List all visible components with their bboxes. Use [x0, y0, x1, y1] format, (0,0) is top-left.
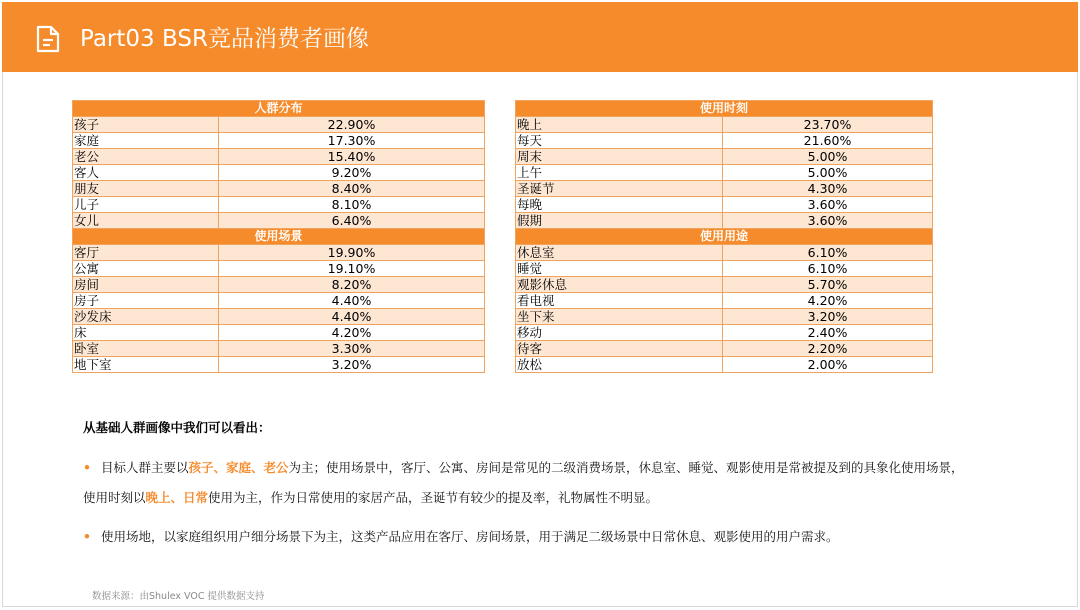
- section-header-row: [73, 101, 485, 117]
- table-row: [516, 149, 933, 165]
- table-row: [516, 357, 933, 373]
- table-row: [73, 309, 485, 325]
- row-value: 5.00%: [723, 165, 933, 181]
- row-value: 22.90%: [219, 117, 485, 133]
- row-label: 房子: [73, 293, 219, 309]
- row-value: 6.40%: [219, 213, 485, 229]
- row-label: 老公: [73, 149, 219, 165]
- row-label: 儿子: [73, 197, 219, 213]
- row-value: 6.10%: [723, 245, 933, 261]
- table-row: [73, 293, 485, 309]
- row-label: 孩子: [73, 117, 219, 133]
- row-label: 晚上: [516, 117, 723, 133]
- table-row: [516, 245, 933, 261]
- table-row: [73, 261, 485, 277]
- table-row: [73, 149, 485, 165]
- row-value: 4.30%: [723, 181, 933, 197]
- row-label: 坐下来: [516, 309, 723, 325]
- p1-pre: 目标人群主要以: [101, 460, 189, 475]
- p2-text: 使用场地，以家庭组织用户细分场景下为主，这类产品应用在客厅、房间场景，用于满足二级场景中日常休息、观影使用的用户需求。: [101, 529, 839, 544]
- bullet-icon: •: [83, 460, 91, 475]
- row-label: 床: [73, 325, 219, 341]
- row-label: 卧室: [73, 341, 219, 357]
- table-row: [73, 213, 485, 229]
- row-value: 3.20%: [723, 309, 933, 325]
- row-label: 房间: [73, 277, 219, 293]
- table-row: [73, 277, 485, 293]
- section-title: 人群分布: [73, 101, 485, 117]
- row-label: 每天: [516, 133, 723, 149]
- section-title: 使用时刻: [516, 101, 933, 117]
- row-value: 2.00%: [723, 357, 933, 373]
- table-row: [516, 325, 933, 341]
- data-source-note: 数据来源：由Shulex VOC 提供数据支持: [92, 591, 265, 602]
- table-row: [73, 181, 485, 197]
- row-label: 家庭: [73, 133, 219, 149]
- row-label: 客厅: [73, 245, 219, 261]
- row-value: 21.60%: [723, 133, 933, 149]
- row-value: 2.20%: [723, 341, 933, 357]
- document-icon: [35, 25, 61, 53]
- row-label: 客人: [73, 165, 219, 181]
- row-label: 上午: [516, 165, 723, 181]
- section-header-row: [516, 229, 933, 245]
- row-value: 23.70%: [723, 117, 933, 133]
- table-row: [516, 117, 933, 133]
- row-value: 3.60%: [723, 197, 933, 213]
- summary-paragraph-1-line2: [83, 488, 658, 506]
- section-header-row: [516, 101, 933, 117]
- row-value: 8.20%: [219, 277, 485, 293]
- row-label: 放松: [516, 357, 723, 373]
- row-value: 2.40%: [723, 325, 933, 341]
- p1-highlight-audience: 孩子、家庭、老公: [188, 460, 289, 475]
- summary-paragraph-1: [83, 458, 964, 476]
- row-value: 4.20%: [723, 293, 933, 309]
- p1-line2-pre: 使用时刻以: [83, 490, 146, 505]
- row-value: 3.20%: [219, 357, 485, 373]
- row-label: 公寓: [73, 261, 219, 277]
- right-data-table: [515, 100, 933, 373]
- section-title: 使用用途: [516, 229, 933, 245]
- row-value: 15.40%: [219, 149, 485, 165]
- row-value: 19.90%: [219, 245, 485, 261]
- table-row: [73, 133, 485, 149]
- section-header-row: [73, 229, 485, 245]
- row-value: 3.30%: [219, 341, 485, 357]
- bullet-icon: •: [83, 529, 91, 544]
- row-value: 4.40%: [219, 309, 485, 325]
- row-label: 沙发床: [73, 309, 219, 325]
- section-title: 使用场景: [73, 229, 485, 245]
- table-row: [73, 341, 485, 357]
- table-row: [516, 341, 933, 357]
- row-label: 看电视: [516, 293, 723, 309]
- row-label: 地下室: [73, 357, 219, 373]
- row-label: 睡觉: [516, 261, 723, 277]
- table-row: [73, 197, 485, 213]
- table-row: [516, 165, 933, 181]
- table-row: [516, 213, 933, 229]
- row-value: 17.30%: [219, 133, 485, 149]
- row-label: 休息室: [516, 245, 723, 261]
- row-value: 8.10%: [219, 197, 485, 213]
- row-label: 女儿: [73, 213, 219, 229]
- header-bar: [2, 2, 1078, 72]
- table-row: [73, 357, 485, 373]
- table-row: [516, 197, 933, 213]
- table-row: [516, 277, 933, 293]
- row-label: 圣诞节: [516, 181, 723, 197]
- table-row: [516, 181, 933, 197]
- table-row: [516, 261, 933, 277]
- page-title: Part03 BSR竞品消费者画像: [80, 26, 369, 52]
- left-data-table: [72, 100, 485, 373]
- row-label: 待客: [516, 341, 723, 357]
- row-label: 朋友: [73, 181, 219, 197]
- row-label: 假期: [516, 213, 723, 229]
- row-label: 每晚: [516, 197, 723, 213]
- row-label: 周末: [516, 149, 723, 165]
- summary-heading: 从基础人群画像中我们可以看出：: [83, 420, 271, 435]
- row-label: 移动: [516, 325, 723, 341]
- table-row: [516, 293, 933, 309]
- p1-mid: 为主；使用场景中，客厅、公寓、房间是常见的二级消费场景，休息室、睡觉、观影使用是常被提及到的具象化使用场景，: [288, 460, 964, 475]
- row-value: 3.60%: [723, 213, 933, 229]
- table-row: [516, 309, 933, 325]
- row-value: 19.10%: [219, 261, 485, 277]
- p1-line2-post: 使用为主，作为日常使用的家居产品，圣诞节有较少的提及率，礼物属性不明显。: [208, 490, 659, 505]
- row-value: 4.20%: [219, 325, 485, 341]
- row-value: 5.00%: [723, 149, 933, 165]
- table-row: [73, 245, 485, 261]
- table-row: [73, 165, 485, 181]
- row-value: 9.20%: [219, 165, 485, 181]
- summary-paragraph-2: [83, 527, 839, 545]
- row-value: 4.40%: [219, 293, 485, 309]
- row-label: 观影休息: [516, 277, 723, 293]
- table-row: [73, 117, 485, 133]
- row-value: 5.70%: [723, 277, 933, 293]
- table-row: [516, 133, 933, 149]
- row-value: 6.10%: [723, 261, 933, 277]
- table-row: [73, 325, 485, 341]
- p1-highlight-time: 晚上、日常: [145, 490, 209, 505]
- row-value: 8.40%: [219, 181, 485, 197]
